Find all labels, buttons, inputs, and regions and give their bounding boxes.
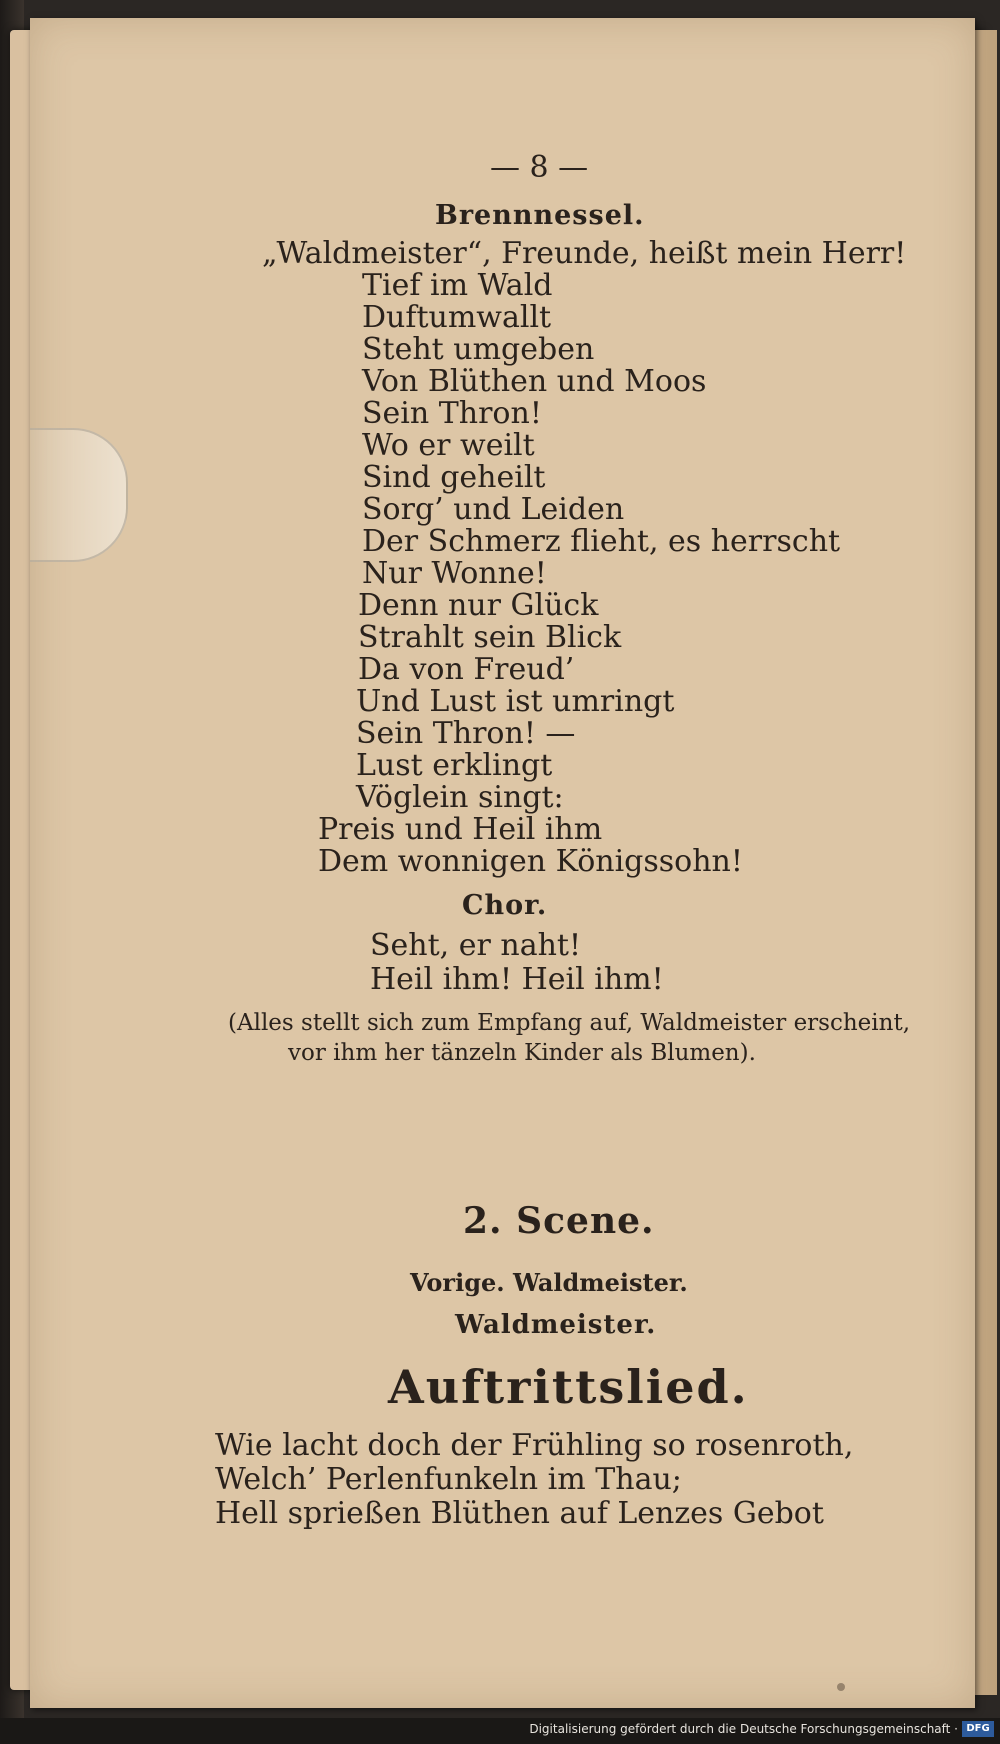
verse-line: Von Blüthen und Moos xyxy=(362,364,707,399)
stage-direction-line: vor ihm her tänzeln Kinder als Blumen). xyxy=(288,1040,756,1066)
verse-line: Sein Thron! — xyxy=(356,716,576,751)
stage-direction-line: (Alles stellt sich zum Empfang auf, Waldmeister erscheint, xyxy=(228,1010,911,1036)
verse-line: Der Schmerz flieht, es herrscht xyxy=(362,524,841,559)
verse-line: Preis und Heil ihm xyxy=(318,812,603,847)
speaker-brennnessel: Brennnessel. xyxy=(435,200,645,231)
page-number: — 8 — xyxy=(490,150,589,185)
song-line: Wie lacht doch der Frühling so rosenroth, xyxy=(215,1428,854,1463)
verse-line: Sorg’ und Leiden xyxy=(362,492,625,527)
scene-heading: 2. Scene. xyxy=(463,1200,655,1242)
speaker-waldmeister: Waldmeister. xyxy=(455,1310,657,1340)
verse-line: „Waldmeister“, Freunde, heißt mein Herr! xyxy=(262,236,907,271)
verse-line: Vöglein singt: xyxy=(356,780,564,815)
song-line: Hell sprießen Blüthen auf Lenzes Gebot xyxy=(215,1496,824,1531)
verse-line: Sind geheilt xyxy=(362,460,546,495)
verse-line: Nur Wonne! xyxy=(362,556,547,591)
verse-line: Denn nur Glück xyxy=(358,588,599,623)
verse-line: Lust erklingt xyxy=(356,748,553,783)
verse-line: Da von Freud’ xyxy=(358,652,575,687)
verse-line: Duftumwallt xyxy=(362,300,552,335)
ink-smudge xyxy=(837,1683,845,1691)
verse-line: Dem wonnigen Königssohn! xyxy=(318,844,743,879)
verse-line: Sein Thron! xyxy=(362,396,542,431)
song-line: Welch’ Perlenfunkeln im Thau; xyxy=(215,1462,682,1497)
song-title: Auftrittslied. xyxy=(388,1360,749,1414)
verse-line: Tief im Wald xyxy=(362,268,553,303)
page-clip xyxy=(30,428,128,562)
verse-line: Steht umgeben xyxy=(362,332,595,367)
verse-line: Seht, er naht! xyxy=(370,928,582,963)
footer-credit: Digitalisierung gefördert durch die Deutsche Forschungsgemeinschaft · xyxy=(529,1722,958,1736)
verse-line: Heil ihm! Heil ihm! xyxy=(370,962,664,997)
dfg-logo: DFG xyxy=(962,1721,994,1737)
verse-line: Wo er weilt xyxy=(362,428,535,463)
speaker-chor: Chor. xyxy=(462,890,548,921)
verse-line: Und Lust ist umringt xyxy=(356,684,675,719)
scene-persons: Vorige. Waldmeister. xyxy=(410,1268,688,1297)
verse-line: Strahlt sein Blick xyxy=(358,620,622,655)
